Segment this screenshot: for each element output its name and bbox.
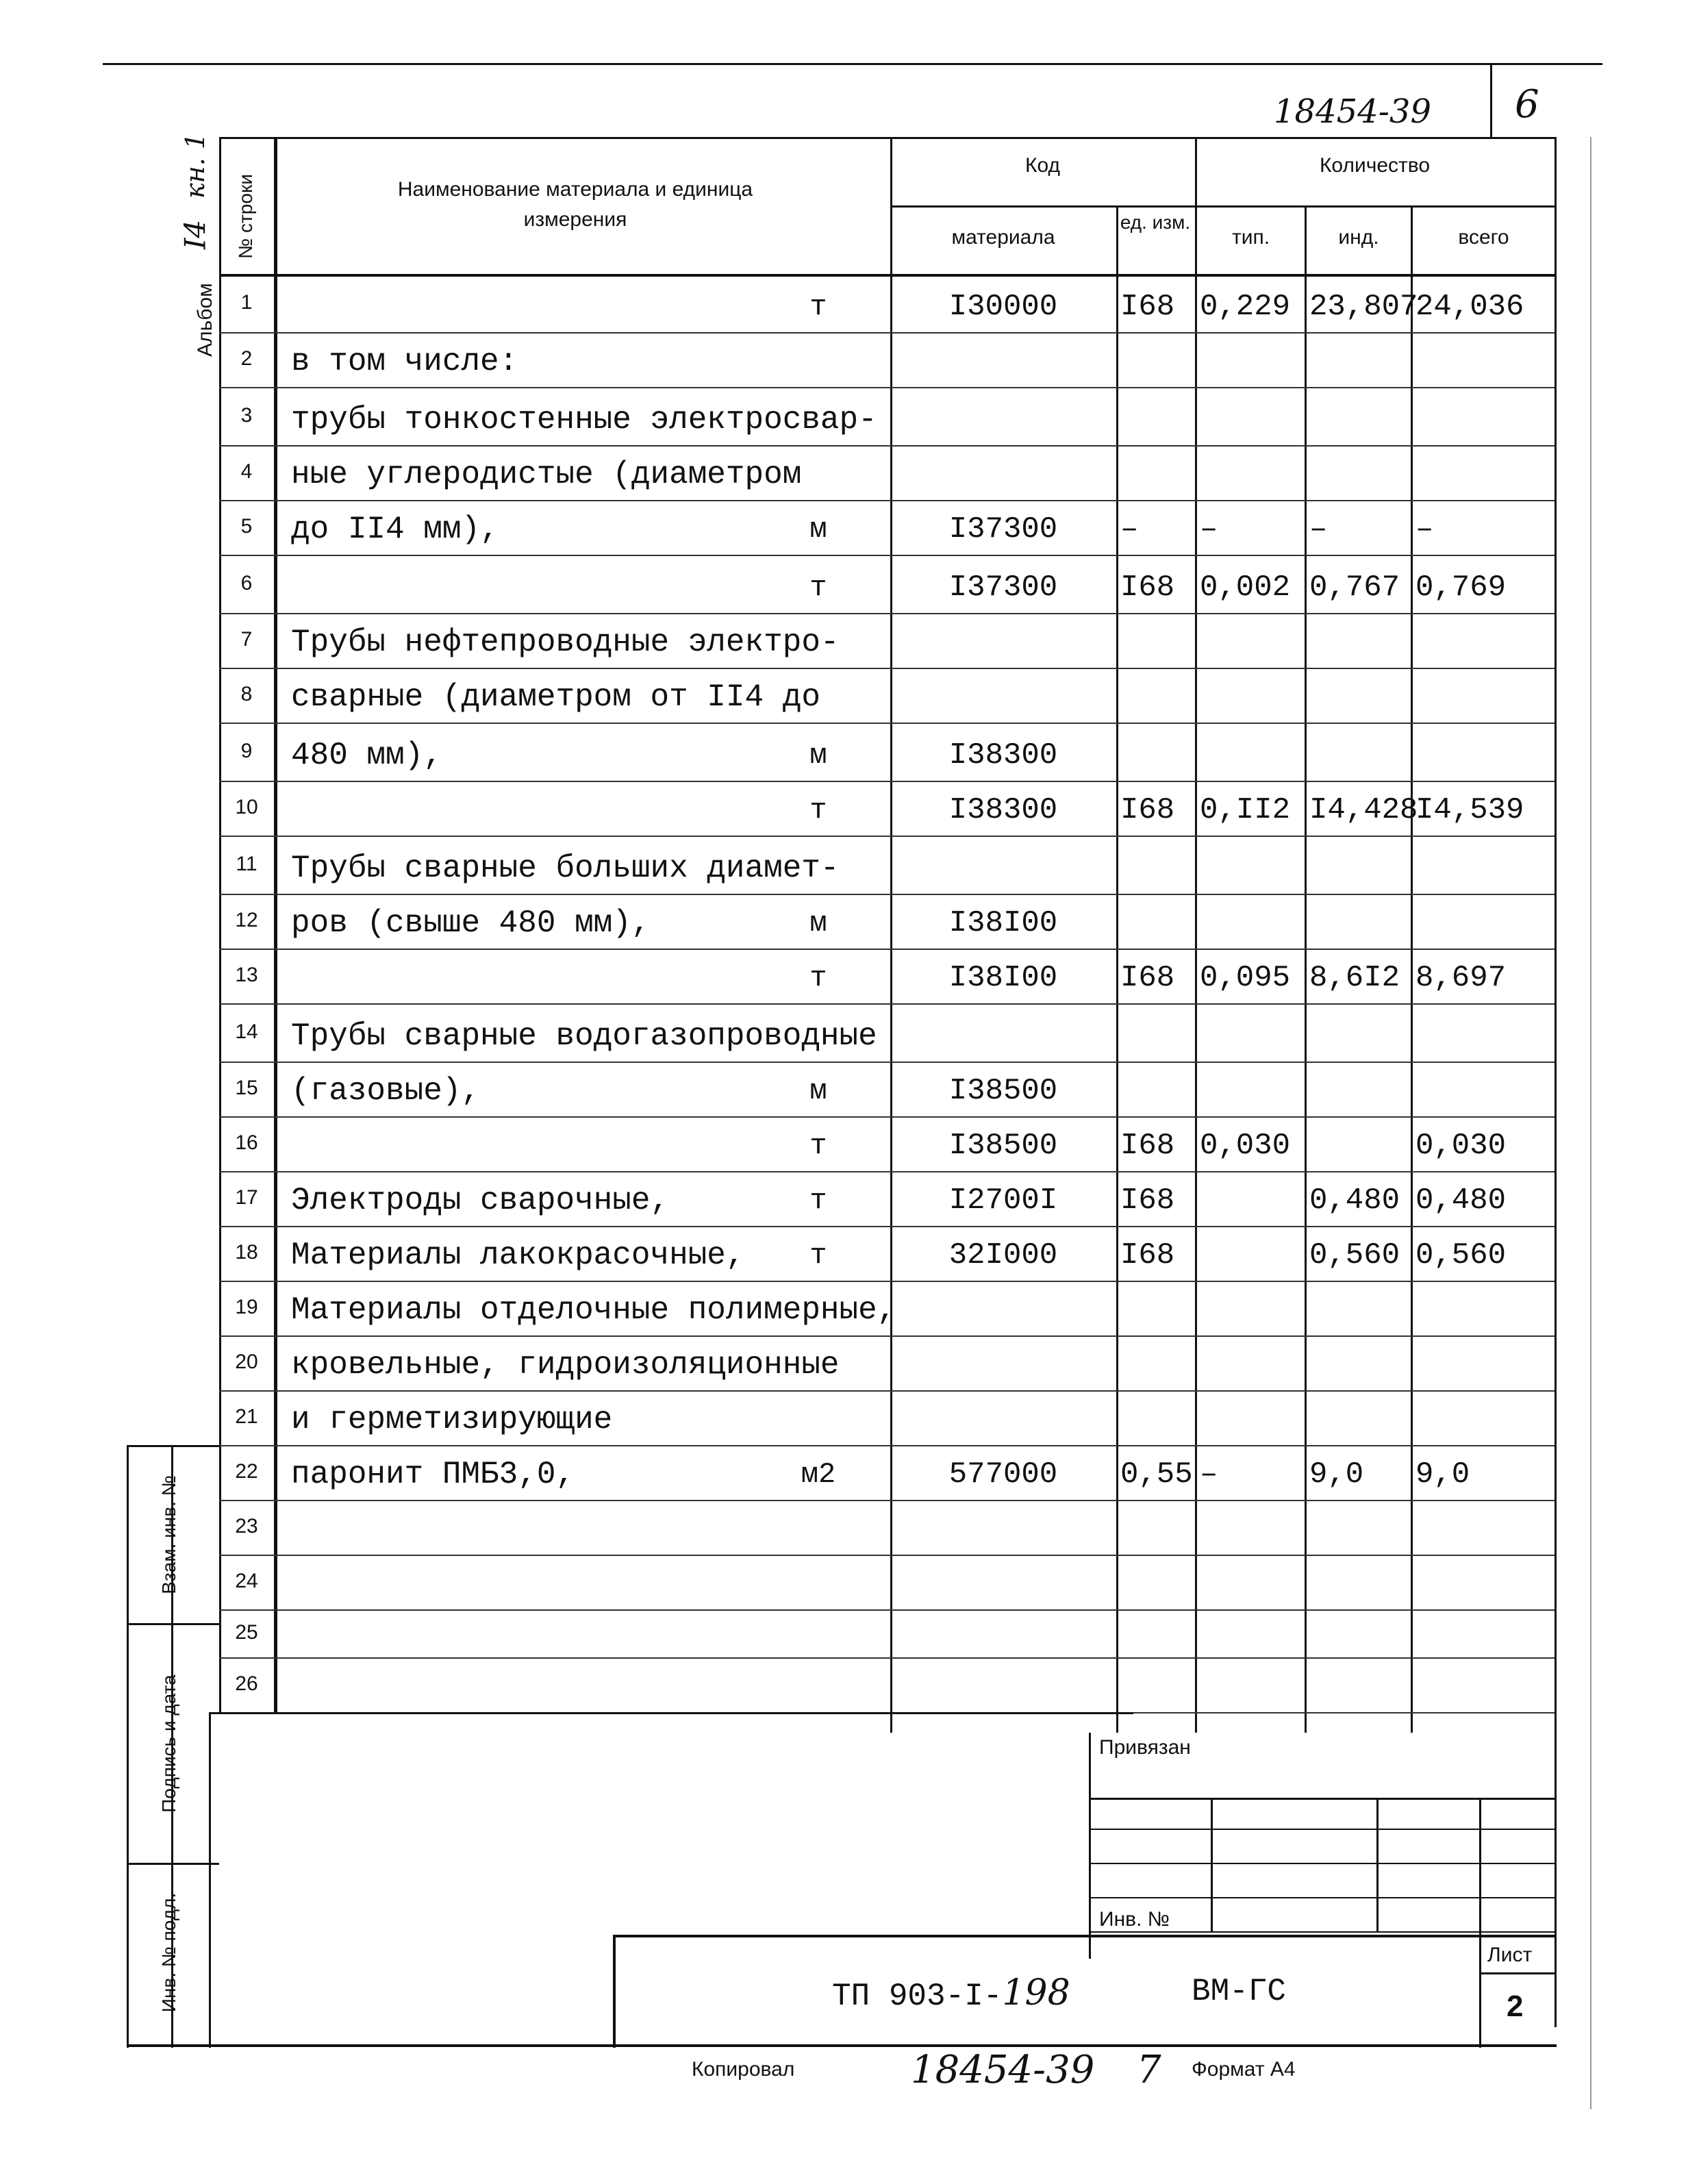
cell-total — [1415, 1074, 1557, 1108]
header-kod: Код — [1024, 154, 1060, 177]
row-number: 26 — [235, 1672, 258, 1695]
cell-unit — [767, 1019, 870, 1053]
cell-code: I30000 — [948, 290, 1058, 324]
cell-ind: 9,0 — [1309, 1457, 1364, 1492]
cell-total — [1415, 1512, 1557, 1546]
cell-typ — [1200, 625, 1307, 660]
album-label: Альбом — [194, 283, 216, 357]
cell-ucode — [1120, 1567, 1198, 1601]
cell-code — [890, 1348, 1116, 1382]
project-hand: 198 — [1002, 1972, 1070, 2013]
cell-ucode: I68 — [1120, 961, 1175, 995]
cell-typ — [1200, 1512, 1307, 1546]
scan-edge — [1590, 137, 1591, 2109]
project-code — [832, 1972, 1070, 2014]
title-block-top — [613, 1935, 1557, 1937]
list-label: Лист — [1487, 1944, 1533, 1966]
row-number: 18 — [235, 1241, 258, 1264]
material-name: 480 мм), — [291, 738, 442, 773]
row-rule — [219, 1062, 1555, 1063]
material-name: паронит ПМБ3,0, — [291, 1457, 575, 1492]
row-number: 19 — [235, 1296, 258, 1318]
cell-unit — [767, 344, 870, 379]
row-number: 20 — [235, 1351, 258, 1373]
cell-code — [890, 1512, 1116, 1546]
privyazan-rule4 — [1089, 1897, 1555, 1898]
row-rule — [219, 500, 1555, 501]
cell-unit: м — [809, 739, 827, 772]
cell-total: 0,030 — [1415, 1129, 1507, 1163]
row-rule — [219, 1609, 1555, 1611]
cell-typ: 0,002 — [1200, 570, 1291, 605]
row-rule — [219, 1445, 1555, 1446]
privyazan-col2 — [1376, 1798, 1379, 1931]
row-rule — [219, 1003, 1555, 1005]
cell-ucode: I68 — [1120, 1238, 1175, 1272]
lower-block-top — [209, 1712, 1133, 1714]
section-code: ВМ-ГС — [1192, 1974, 1287, 2009]
cell-ucode — [1120, 1019, 1198, 1053]
top-rule — [103, 63, 1602, 65]
material-name: до II4 мм), — [291, 512, 499, 547]
cell-ucode — [1120, 625, 1198, 660]
row-rule — [219, 949, 1555, 950]
cell-total — [1415, 1567, 1557, 1601]
cell-ucode: I68 — [1120, 793, 1175, 827]
cell-ucode: 0,55 — [1120, 1457, 1193, 1492]
cell-total — [1415, 344, 1557, 379]
cell-unit — [767, 1293, 870, 1327]
cell-total — [1415, 403, 1557, 437]
cell-ucode — [1120, 1670, 1198, 1704]
row-rule — [219, 387, 1555, 388]
format-label: Формат А4 — [1192, 2058, 1296, 2081]
cell-typ — [1200, 1615, 1307, 1649]
cell-ucode: I68 — [1120, 290, 1175, 324]
cell-ind — [1309, 1348, 1413, 1382]
cell-total: 9,0 — [1415, 1457, 1470, 1492]
row-rule — [219, 613, 1555, 614]
cell-code — [890, 1403, 1116, 1437]
row-number: 16 — [235, 1131, 258, 1154]
cell-ucode — [1120, 1293, 1198, 1327]
cell-code: I38500 — [948, 1074, 1058, 1108]
material-name: Трубы нефтепроводные электро- — [291, 625, 840, 660]
cell-ucode: I68 — [1120, 1129, 1175, 1163]
cell-ucode — [1120, 1403, 1198, 1437]
cell-ind — [1309, 680, 1413, 714]
privyazan-col3 — [1479, 1798, 1481, 2048]
cell-ind — [1309, 1403, 1413, 1437]
cell-unit: м2 — [801, 1458, 836, 1491]
header-bottom-rule — [219, 274, 1555, 277]
row-number: 25 — [235, 1621, 258, 1644]
cell-ind: – — [1309, 512, 1328, 547]
cell-total: I4,539 — [1415, 793, 1524, 827]
cell-unit — [767, 1348, 870, 1382]
cell-ind — [1309, 738, 1413, 773]
cell-typ — [1200, 1403, 1307, 1437]
header-doc-number: 18454-39 — [1274, 92, 1431, 131]
cell-ucode — [1120, 1348, 1198, 1382]
row-number: 11 — [236, 852, 257, 875]
cell-ind — [1309, 1074, 1413, 1108]
header-ind: инд. — [1338, 226, 1379, 249]
cell-ind — [1309, 457, 1413, 492]
cell-ucode — [1120, 1074, 1198, 1108]
title-block-left — [613, 1935, 616, 2048]
cell-unit: м — [809, 1075, 827, 1107]
cell-code: I38500 — [948, 1129, 1058, 1163]
cell-code — [890, 1670, 1116, 1704]
cell-code: I37300 — [948, 570, 1058, 605]
cell-code — [890, 457, 1116, 492]
footer-hand-page: 7 — [1137, 2048, 1161, 2092]
cell-unit — [767, 1670, 870, 1704]
cell-total — [1415, 906, 1557, 940]
cell-ind — [1309, 1615, 1413, 1649]
cell-typ — [1200, 906, 1307, 940]
header-name: Наименование материала и единица измерения — [397, 178, 753, 231]
album-book: кн. 1 — [180, 132, 210, 199]
cell-typ: – — [1200, 1457, 1218, 1492]
cell-ucode — [1120, 1512, 1198, 1546]
cell-ind — [1309, 1129, 1413, 1163]
cell-total — [1415, 1403, 1557, 1437]
row-rule — [219, 1555, 1555, 1556]
cell-typ: 0,030 — [1200, 1129, 1291, 1163]
cell-total — [1415, 1615, 1557, 1649]
project-prefix: ТП 903-I- — [832, 1979, 1003, 2014]
cell-unit — [767, 403, 870, 437]
cell-code: I38I00 — [948, 906, 1058, 940]
material-name: кровельные, гидроизоляционные — [291, 1347, 840, 1383]
cell-unit — [767, 851, 870, 886]
cell-total — [1415, 1670, 1557, 1704]
cell-code — [890, 1567, 1116, 1601]
cell-total — [1415, 680, 1557, 714]
row-rule — [219, 555, 1555, 556]
cell-code: I38300 — [948, 793, 1058, 827]
row-number: 9 — [240, 739, 253, 762]
privyazan-col1 — [1211, 1798, 1213, 1931]
row-rule — [219, 445, 1555, 447]
inv-podl-label: Инв. № подл. — [158, 1892, 179, 2013]
cell-ucode — [1120, 680, 1198, 714]
cell-unit: т — [809, 1184, 827, 1217]
cell-typ — [1200, 738, 1307, 773]
cell-total — [1415, 625, 1557, 660]
row-rule — [219, 1116, 1555, 1118]
cell-code — [890, 851, 1116, 886]
cell-typ — [1200, 851, 1307, 886]
cell-total — [1415, 1293, 1557, 1327]
row-rule — [219, 894, 1555, 895]
material-name: сварные (диаметром от II4 до — [291, 679, 820, 715]
cell-total — [1415, 1019, 1557, 1053]
cell-ind: 23,807 — [1309, 290, 1418, 324]
cell-ucode — [1120, 457, 1198, 492]
cell-code: I38300 — [948, 738, 1058, 773]
row-rule — [219, 1226, 1555, 1227]
privyazan-rule5 — [1089, 1931, 1555, 1933]
row-number: 23 — [235, 1515, 258, 1537]
row-number: 2 — [240, 347, 253, 370]
cell-code — [890, 403, 1116, 437]
cell-typ — [1200, 1293, 1307, 1327]
inner-left-border — [209, 1712, 211, 2048]
material-name: трубы тонкостенные электросвар- — [291, 402, 877, 438]
cell-unit: м — [809, 513, 827, 546]
cell-typ: 0,II2 — [1200, 793, 1291, 827]
cell-ind — [1309, 1512, 1413, 1546]
cell-ind: 0,480 — [1309, 1183, 1400, 1218]
cell-ucode: I68 — [1120, 1183, 1175, 1218]
cell-unit — [767, 680, 870, 714]
cell-ind: 0,560 — [1309, 1238, 1400, 1272]
table-top-border — [219, 137, 1555, 139]
subheader-rule — [890, 205, 1555, 208]
row-number: 21 — [235, 1405, 258, 1428]
row-number: 13 — [235, 964, 258, 986]
cell-unit — [767, 625, 870, 660]
privyazan-rule1 — [1089, 1798, 1555, 1800]
cell-code — [890, 625, 1116, 660]
cell-total — [1415, 457, 1557, 492]
row-number: 7 — [240, 628, 253, 651]
row-number: 3 — [240, 403, 253, 427]
header-row-no: № строки — [235, 174, 256, 259]
privyazan-left — [1089, 1733, 1091, 1959]
row-number: 12 — [235, 909, 258, 931]
material-name: в том числе: — [291, 344, 518, 379]
cell-ucode — [1120, 344, 1198, 379]
cell-ucode — [1120, 906, 1198, 940]
cell-unit: т — [809, 290, 827, 323]
cell-typ — [1200, 1019, 1307, 1053]
cell-ind — [1309, 403, 1413, 437]
header-kod-mat: материала — [951, 226, 1055, 249]
material-name: ров (свыше 480 мм), — [291, 905, 651, 941]
kopiroval-label: Копировал — [692, 2058, 795, 2081]
cell-unit — [767, 457, 870, 492]
cell-ind — [1309, 906, 1413, 940]
privyazan-rule2 — [1089, 1829, 1555, 1830]
cell-ucode — [1120, 738, 1198, 773]
footer-hand-number: 18454-39 — [911, 2048, 1095, 2092]
cell-typ — [1200, 403, 1307, 437]
cell-typ — [1200, 457, 1307, 492]
row-number: 6 — [240, 571, 253, 594]
header-total: всего — [1458, 226, 1509, 249]
corner-divider — [1490, 63, 1492, 138]
cell-code — [890, 1019, 1116, 1053]
album-number: I4 — [178, 219, 212, 250]
cell-unit: т — [809, 794, 827, 827]
cell-total — [1415, 851, 1557, 886]
list-value: 2 — [1507, 1990, 1524, 2023]
material-name: Электроды сварочные, — [291, 1183, 670, 1218]
cell-total: 0,480 — [1415, 1183, 1507, 1218]
cell-typ — [1200, 1567, 1307, 1601]
cell-typ — [1200, 1348, 1307, 1382]
cell-total — [1415, 1348, 1557, 1382]
cell-typ — [1200, 344, 1307, 379]
cell-unit: т — [809, 1239, 827, 1272]
cell-ind — [1309, 851, 1413, 886]
row-rule — [219, 1281, 1555, 1282]
stamp-left-border — [127, 1445, 129, 2048]
cell-total: 0,769 — [1415, 570, 1507, 605]
cell-ind: I4,428 — [1309, 793, 1418, 827]
material-name: Материалы отделочные полимерные, — [291, 1292, 896, 1328]
inv-no-label: Инв. № — [1099, 1908, 1170, 1931]
row-rule — [219, 1335, 1555, 1337]
cell-total: 8,697 — [1415, 961, 1507, 995]
cell-code: 32I000 — [948, 1238, 1058, 1272]
cell-ind — [1309, 1567, 1413, 1601]
cell-typ: – — [1200, 512, 1218, 547]
cell-typ — [1200, 1670, 1307, 1704]
row-rule — [219, 1390, 1555, 1392]
cell-unit: м — [809, 907, 827, 940]
row-number: 4 — [240, 460, 253, 483]
material-name: и герметизирующие — [291, 1402, 613, 1438]
row-rule — [219, 723, 1555, 724]
row-rule — [219, 1171, 1555, 1172]
cell-ind — [1309, 1670, 1413, 1704]
cell-total: 0,560 — [1415, 1238, 1507, 1272]
cell-typ: 0,095 — [1200, 961, 1291, 995]
row-number: 22 — [235, 1460, 258, 1483]
cell-typ — [1200, 1183, 1307, 1218]
material-name: Материалы лакокрасочные, — [291, 1238, 745, 1273]
row-number: 24 — [235, 1570, 258, 1592]
cell-code: I2700I — [948, 1183, 1058, 1218]
cell-ind — [1309, 344, 1413, 379]
cell-typ: 0,229 — [1200, 290, 1291, 324]
cell-unit — [767, 1512, 870, 1546]
cell-code — [890, 1615, 1116, 1649]
cell-total — [1415, 738, 1557, 773]
cell-code: I38I00 — [948, 961, 1058, 995]
cell-typ — [1200, 680, 1307, 714]
row-number: 15 — [235, 1077, 258, 1099]
rownum-divider — [274, 137, 277, 1712]
row-number: 17 — [235, 1186, 258, 1209]
row-rule — [219, 1657, 1555, 1659]
cell-total: 24,036 — [1415, 290, 1524, 324]
header-qty: Количество — [1319, 154, 1431, 177]
cell-ucode: I68 — [1120, 570, 1175, 605]
cell-code: 577000 — [948, 1457, 1058, 1492]
header-kod-unit: ед. изм. — [1120, 212, 1191, 233]
cell-code: I37300 — [948, 512, 1058, 547]
cell-unit: т — [809, 1129, 827, 1162]
list-box-rule — [1479, 1972, 1557, 1974]
material-name: Трубы сварные больших диамет- — [291, 851, 840, 886]
privyazan-label: Привязан — [1099, 1736, 1191, 1759]
cell-total: – — [1415, 512, 1434, 547]
cell-ind — [1309, 1293, 1413, 1327]
cell-ucode: – — [1120, 512, 1139, 547]
cell-code — [890, 680, 1116, 714]
sheet-corner-number: 6 — [1515, 82, 1539, 127]
cell-ind: 8,6I2 — [1309, 961, 1400, 995]
row-number: 10 — [235, 796, 258, 818]
cell-unit — [767, 1403, 870, 1437]
cell-ucode — [1120, 851, 1198, 886]
row-number: 1 — [240, 290, 253, 314]
row-rule — [219, 332, 1555, 334]
privyazan-rule3 — [1089, 1863, 1555, 1864]
row-number: 5 — [240, 515, 253, 538]
cell-ind: 0,767 — [1309, 570, 1400, 605]
cell-unit — [767, 1567, 870, 1601]
row-rule — [219, 781, 1555, 782]
cell-code — [890, 344, 1116, 379]
bottom-frame — [127, 2044, 1557, 2047]
cell-typ — [1200, 1074, 1307, 1108]
row-rule — [219, 1500, 1555, 1501]
material-name: Трубы сварные водогазопроводные — [291, 1018, 877, 1054]
row-rule — [219, 836, 1555, 837]
cell-ind — [1309, 1019, 1413, 1053]
row-rule — [219, 668, 1555, 669]
cell-ucode — [1120, 1615, 1198, 1649]
cell-unit: т — [809, 571, 827, 604]
cell-unit — [767, 1615, 870, 1649]
podpis-label: Подпись и дата — [158, 1674, 179, 1813]
cell-ind — [1309, 625, 1413, 660]
cell-code — [890, 1293, 1116, 1327]
code-divider — [1116, 205, 1118, 1733]
row-number: 8 — [240, 683, 253, 705]
material-name: (газовые), — [291, 1073, 481, 1109]
header-typ: тип. — [1231, 226, 1270, 249]
material-name: ные углеродистые (диаметром — [291, 457, 802, 492]
cell-typ — [1200, 1238, 1307, 1272]
row-number: 14 — [235, 1020, 258, 1043]
vzam-label: Взам. инв. № — [158, 1475, 179, 1594]
cell-unit: т — [809, 962, 827, 994]
cell-ucode — [1120, 403, 1198, 437]
